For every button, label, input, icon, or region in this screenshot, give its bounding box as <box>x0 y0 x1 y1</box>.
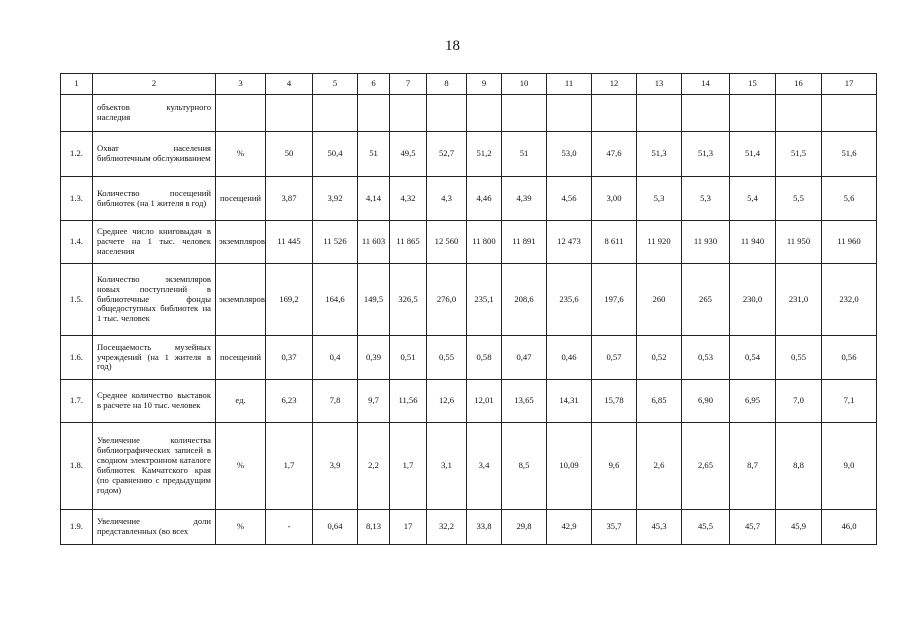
value-cell: 3,00 <box>592 177 637 221</box>
column-number-header: 14 <box>682 74 730 95</box>
value-cell: 0,53 <box>682 336 730 380</box>
column-number-header: 15 <box>730 74 776 95</box>
value-cell: 45,3 <box>637 510 682 545</box>
unit-cell <box>216 95 266 132</box>
value-cell: 45,9 <box>776 510 822 545</box>
value-cell: 11 960 <box>822 221 877 264</box>
value-cell: 29,8 <box>502 510 547 545</box>
value-cell: 51,3 <box>637 132 682 177</box>
column-number-header: 4 <box>266 74 313 95</box>
row-number-cell: 1.5. <box>61 264 93 336</box>
value-cell <box>776 95 822 132</box>
value-cell: 6,23 <box>266 380 313 423</box>
value-cell: 9,0 <box>822 423 877 510</box>
value-cell: 0,37 <box>266 336 313 380</box>
value-cell: 3,1 <box>427 423 467 510</box>
row-number-cell: 1.8. <box>61 423 93 510</box>
indicator-description-cell: Охват населения библиотечным обслуживанием <box>93 132 216 177</box>
value-cell: 0,52 <box>637 336 682 380</box>
value-cell: 164,6 <box>313 264 358 336</box>
value-cell <box>313 95 358 132</box>
value-cell: 149,5 <box>358 264 390 336</box>
value-cell: 4,32 <box>390 177 427 221</box>
column-number-header: 1 <box>61 74 93 95</box>
value-cell: 2,6 <box>637 423 682 510</box>
value-cell: 14,31 <box>547 380 592 423</box>
value-cell: 42,9 <box>547 510 592 545</box>
value-cell <box>682 95 730 132</box>
value-cell: 208,6 <box>502 264 547 336</box>
column-number-header: 8 <box>427 74 467 95</box>
value-cell: 235,1 <box>467 264 502 336</box>
value-cell: 8 611 <box>592 221 637 264</box>
value-cell: 12,6 <box>427 380 467 423</box>
value-cell <box>637 95 682 132</box>
table-row <box>61 177 877 221</box>
value-cell: 1,7 <box>390 423 427 510</box>
value-cell: 17 <box>390 510 427 545</box>
column-number-header: 16 <box>776 74 822 95</box>
value-cell: 0,4 <box>313 336 358 380</box>
value-cell: 8,8 <box>776 423 822 510</box>
value-cell <box>730 95 776 132</box>
value-cell: 0,64 <box>313 510 358 545</box>
table-row <box>61 132 877 177</box>
value-cell: 35,7 <box>592 510 637 545</box>
value-cell <box>266 95 313 132</box>
value-cell: 8,13 <box>358 510 390 545</box>
value-cell: 3,4 <box>467 423 502 510</box>
value-cell: 53,0 <box>547 132 592 177</box>
value-cell: 231,0 <box>776 264 822 336</box>
indicator-description-cell: Среднее количество выставок в расчете на 10 тыс. человек <box>93 380 216 423</box>
value-cell: 0,54 <box>730 336 776 380</box>
value-cell: 11 445 <box>266 221 313 264</box>
indicator-description-cell: Увеличение доли представленных (во всех <box>93 510 216 545</box>
value-cell: 51,5 <box>776 132 822 177</box>
value-cell: 6,90 <box>682 380 730 423</box>
value-cell: 0,39 <box>358 336 390 380</box>
value-cell: 33,8 <box>467 510 502 545</box>
value-cell: 0,58 <box>467 336 502 380</box>
value-cell: 0,51 <box>390 336 427 380</box>
table-row <box>61 380 877 423</box>
value-cell: 15,78 <box>592 380 637 423</box>
value-cell: 235,6 <box>547 264 592 336</box>
value-cell: 5,3 <box>682 177 730 221</box>
value-cell: 4,14 <box>358 177 390 221</box>
indicator-description-cell: объектов культурного наследия <box>93 95 216 132</box>
value-cell: 1,7 <box>266 423 313 510</box>
value-cell: 51,6 <box>822 132 877 177</box>
value-cell: 3,92 <box>313 177 358 221</box>
value-cell: 4,56 <box>547 177 592 221</box>
value-cell: - <box>266 510 313 545</box>
value-cell: 4,39 <box>502 177 547 221</box>
value-cell: 47,6 <box>592 132 637 177</box>
value-cell: 11 920 <box>637 221 682 264</box>
row-number-cell: 1.4. <box>61 221 93 264</box>
value-cell: 11 526 <box>313 221 358 264</box>
unit-cell: экземпляров <box>216 221 266 264</box>
value-cell: 260 <box>637 264 682 336</box>
value-cell: 4,3 <box>427 177 467 221</box>
value-cell: 49,5 <box>390 132 427 177</box>
value-cell: 0,46 <box>547 336 592 380</box>
value-cell: 51 <box>358 132 390 177</box>
value-cell: 32,2 <box>427 510 467 545</box>
value-cell: 9,7 <box>358 380 390 423</box>
unit-cell: посещений <box>216 336 266 380</box>
value-cell: 5,5 <box>776 177 822 221</box>
unit-cell: ед. <box>216 380 266 423</box>
value-cell: 169,2 <box>266 264 313 336</box>
value-cell: 5,4 <box>730 177 776 221</box>
page-number: 18 <box>445 38 460 54</box>
value-cell: 0,55 <box>776 336 822 380</box>
column-number-header: 13 <box>637 74 682 95</box>
value-cell <box>822 95 877 132</box>
indicator-description-cell: Увеличение количества библиографических записей в сводном электронном каталоге библиотек Камчатского края (по сравнению с предыдущим годом) <box>93 423 216 510</box>
value-cell: 0,57 <box>592 336 637 380</box>
value-cell <box>547 95 592 132</box>
value-cell: 46,0 <box>822 510 877 545</box>
value-cell: 51,2 <box>467 132 502 177</box>
value-cell <box>358 95 390 132</box>
value-cell: 45,5 <box>682 510 730 545</box>
column-number-header: 5 <box>313 74 358 95</box>
value-cell: 6,95 <box>730 380 776 423</box>
value-cell: 45,7 <box>730 510 776 545</box>
value-cell: 10,09 <box>547 423 592 510</box>
value-cell: 232,0 <box>822 264 877 336</box>
table-row <box>61 95 877 132</box>
value-cell: 8,5 <box>502 423 547 510</box>
column-number-header: 2 <box>93 74 216 95</box>
value-cell: 4,46 <box>467 177 502 221</box>
column-number-header: 12 <box>592 74 637 95</box>
value-cell <box>502 95 547 132</box>
unit-cell: % <box>216 132 266 177</box>
unit-cell: % <box>216 423 266 510</box>
value-cell: 197,6 <box>592 264 637 336</box>
table-row <box>61 336 877 380</box>
value-cell: 11,56 <box>390 380 427 423</box>
value-cell: 51 <box>502 132 547 177</box>
indicators-table <box>60 73 877 545</box>
value-cell <box>427 95 467 132</box>
row-number-cell: 1.3. <box>61 177 93 221</box>
value-cell: 5,6 <box>822 177 877 221</box>
row-number-cell: 1.2. <box>61 132 93 177</box>
value-cell: 51,3 <box>682 132 730 177</box>
value-cell: 11 865 <box>390 221 427 264</box>
column-number-header: 11 <box>547 74 592 95</box>
value-cell: 50 <box>266 132 313 177</box>
table-row <box>61 221 877 264</box>
value-cell: 11 930 <box>682 221 730 264</box>
value-cell: 276,0 <box>427 264 467 336</box>
unit-cell: % <box>216 510 266 545</box>
value-cell: 11 891 <box>502 221 547 264</box>
value-cell: 9,6 <box>592 423 637 510</box>
value-cell: 3,9 <box>313 423 358 510</box>
value-cell: 0,47 <box>502 336 547 380</box>
indicator-description-cell: Среднее число книговыдач в расчете на 1 тыс. человек населения <box>93 221 216 264</box>
value-cell: 7,0 <box>776 380 822 423</box>
value-cell: 12 560 <box>427 221 467 264</box>
value-cell: 2,2 <box>358 423 390 510</box>
value-cell: 0,55 <box>427 336 467 380</box>
column-number-header: 9 <box>467 74 502 95</box>
value-cell: 3,87 <box>266 177 313 221</box>
column-number-header: 3 <box>216 74 266 95</box>
value-cell: 11 940 <box>730 221 776 264</box>
table-row <box>61 264 877 336</box>
value-cell: 8,7 <box>730 423 776 510</box>
value-cell: 6,85 <box>637 380 682 423</box>
value-cell: 7,8 <box>313 380 358 423</box>
value-cell: 11 950 <box>776 221 822 264</box>
value-cell: 7,1 <box>822 380 877 423</box>
value-cell: 0,56 <box>822 336 877 380</box>
value-cell <box>467 95 502 132</box>
table-header-row <box>61 74 877 95</box>
column-number-header: 7 <box>390 74 427 95</box>
value-cell: 11 800 <box>467 221 502 264</box>
value-cell: 2,65 <box>682 423 730 510</box>
value-cell: 5,3 <box>637 177 682 221</box>
value-cell: 12 473 <box>547 221 592 264</box>
unit-cell: посещений <box>216 177 266 221</box>
value-cell: 51,4 <box>730 132 776 177</box>
value-cell: 12,01 <box>467 380 502 423</box>
row-number-cell <box>61 95 93 132</box>
indicator-description-cell: Посещаемость музейных учреждений (на 1 жителя в год) <box>93 336 216 380</box>
unit-cell: экземпляров <box>216 264 266 336</box>
column-number-header: 17 <box>822 74 877 95</box>
value-cell: 326,5 <box>390 264 427 336</box>
table-row <box>61 510 877 545</box>
value-cell: 52,7 <box>427 132 467 177</box>
value-cell <box>592 95 637 132</box>
row-number-cell: 1.6. <box>61 336 93 380</box>
row-number-cell: 1.7. <box>61 380 93 423</box>
table-row <box>61 423 877 510</box>
value-cell: 265 <box>682 264 730 336</box>
value-cell: 13,65 <box>502 380 547 423</box>
value-cell: 50,4 <box>313 132 358 177</box>
indicator-description-cell: Количество посещений библиотек (на 1 жителя в год) <box>93 177 216 221</box>
column-number-header: 10 <box>502 74 547 95</box>
value-cell: 230,0 <box>730 264 776 336</box>
indicator-description-cell: Количество экземпляров новых поступлений в библиотечные фонды общедоступных библиотек на 1 тыс. человек <box>93 264 216 336</box>
column-number-header: 6 <box>358 74 390 95</box>
value-cell: 11 603 <box>358 221 390 264</box>
value-cell <box>390 95 427 132</box>
row-number-cell: 1.9. <box>61 510 93 545</box>
